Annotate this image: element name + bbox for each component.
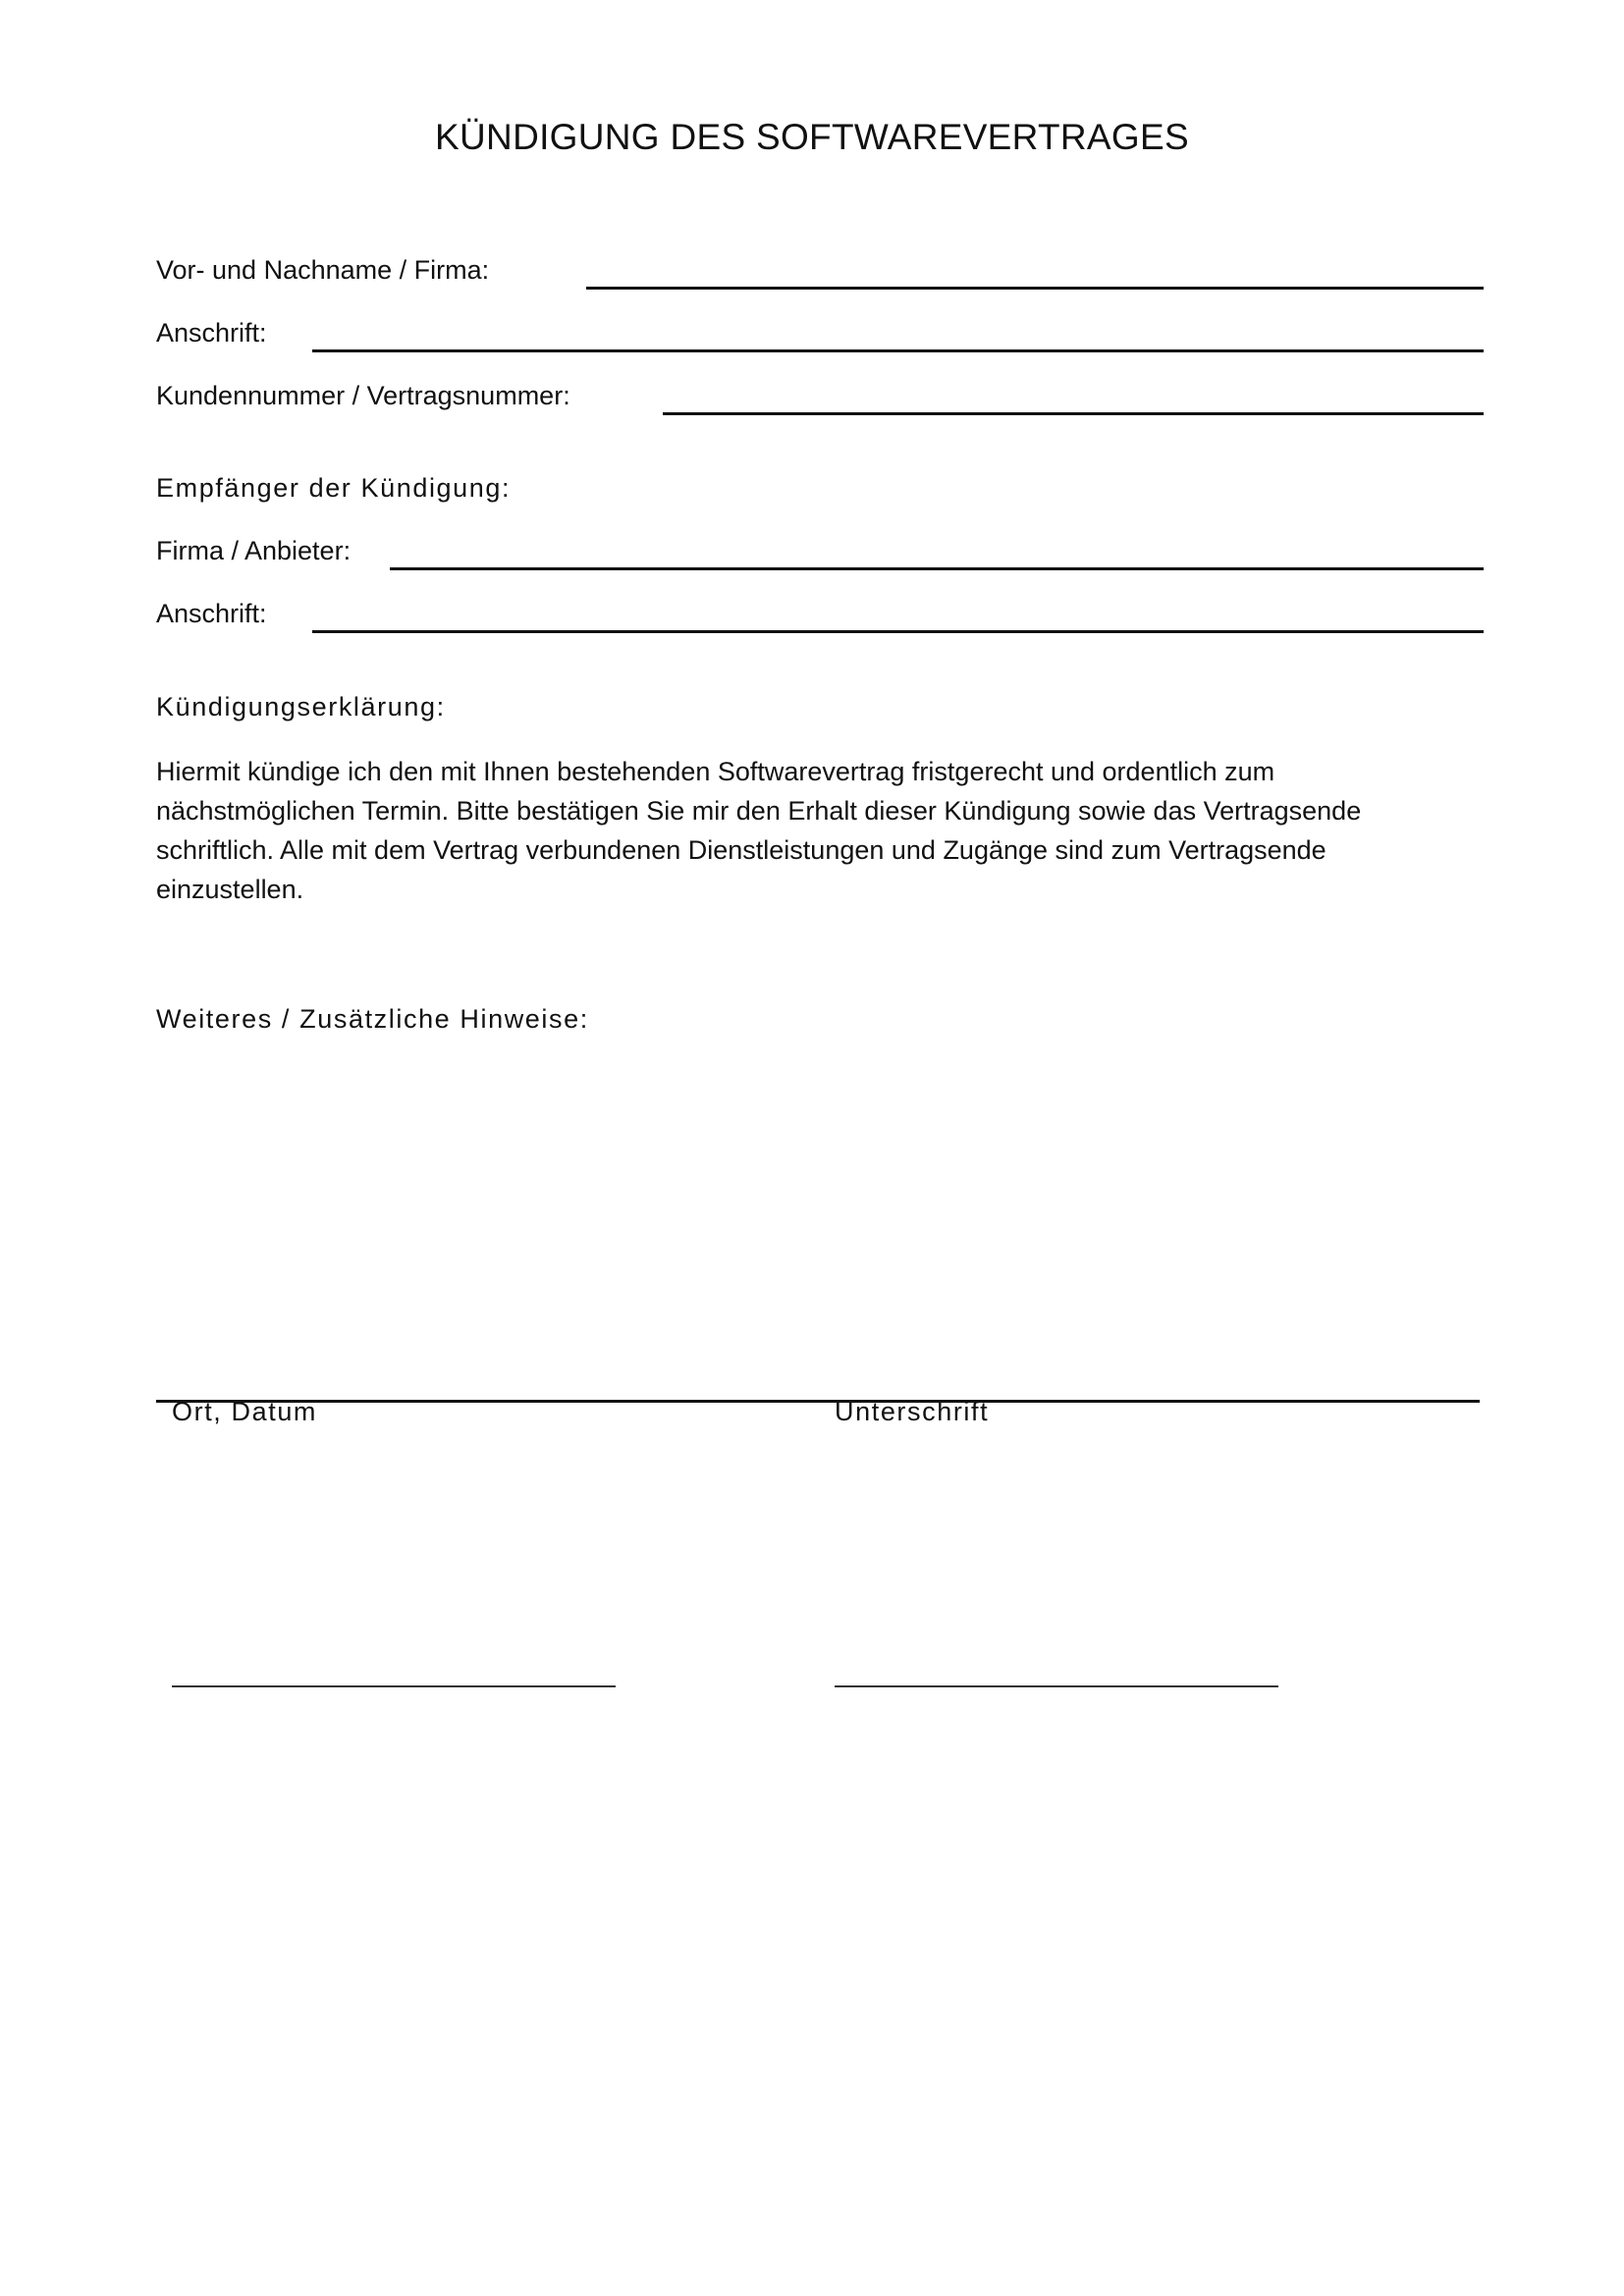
signature-label: Unterschrift — [835, 1397, 990, 1426]
sender-address-field[interactable] — [312, 324, 1484, 352]
place-date-label: Ort, Datum — [172, 1397, 318, 1426]
signature-divider — [156, 1400, 1480, 1403]
notes-field[interactable] — [156, 1050, 1484, 1388]
sender-name-field[interactable] — [586, 261, 1484, 290]
place-date-line[interactable] — [172, 1685, 616, 1687]
declaration-text: Hiermit kündige ich den mit Ihnen bestehenden Softwarevertrag fristgerecht und ordentlich zum nächstmöglichen Termin. Bitte bestätigen Sie mir den Erhalt dieser Kündigung sowie das Vertragsende schriftlich. Alle mit dem Vertrag verbundenen Dienstleistungen und Zugänge sind zum Vertragsende einzustellen. — [156, 757, 1362, 904]
customer-number-label: Kundennummer / Vertragsnummer: — [156, 381, 570, 410]
customer-number-field[interactable] — [663, 387, 1484, 415]
notes-heading: Weiteres / Zusätzliche Hinweise: — [156, 1004, 589, 1034]
sender-address-label: Anschrift: — [156, 318, 267, 347]
recipient-address-field[interactable] — [312, 605, 1484, 633]
signature-line[interactable] — [835, 1685, 1278, 1687]
recipient-company-label: Firma / Anbieter: — [156, 536, 352, 565]
recipient-heading: Empfänger der Kündigung: — [156, 473, 512, 503]
recipient-company-field[interactable] — [390, 542, 1484, 570]
document-title: KÜNDIGUNG DES SOFTWAREVERTRAGES — [435, 117, 1189, 157]
sender-name-label: Vor- und Nachname / Firma: — [156, 255, 490, 285]
recipient-address-label: Anschrift: — [156, 599, 267, 628]
declaration-heading: Kündigungserklärung: — [156, 692, 446, 721]
